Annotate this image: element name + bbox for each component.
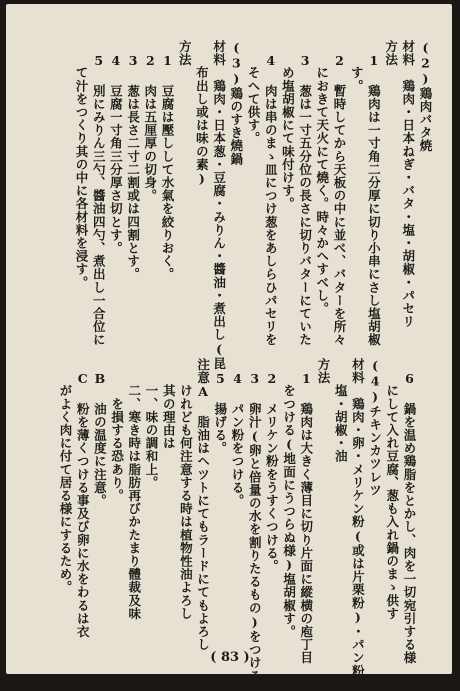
text-column: 塩・胡椒・油 — [333, 358, 349, 463]
text-column: 6 鍋を温め鶏脂をとかし、肉を一切宛引する様 — [402, 358, 417, 665]
text-column: 2 肉は五厘厚の切身。 — [142, 40, 158, 203]
text-column: 3 卵汁(卵と倍量の水を割りたるもの)をつける — [247, 358, 263, 683]
text-column: におきて天火にて燒く。時々かへすべし。 — [314, 40, 330, 316]
text-column: 方法 — [383, 40, 399, 67]
text-column: 布出し或は味の素) — [194, 40, 210, 187]
text-column: けれども何注意する時は植物性油よろし — [178, 358, 194, 620]
text-column: を損する恐あり。 — [109, 358, 125, 503]
text-column: め塩胡椒にて味付けす。 — [280, 40, 296, 211]
text-column: 4 豆腐一寸角三分厚さ切とす。 — [108, 40, 124, 255]
text-column: 其の理由は — [161, 358, 177, 450]
text-column: (2)鶏肉バタ焼 — [418, 40, 433, 153]
text-column: にして入れ豆腐、葱も入れ鍋のまゝ供す — [384, 358, 400, 620]
text-column: 方法 — [316, 358, 331, 385]
text-column: 材料 鶏肉・日本ねぎ・バタ・塩・胡椒・パセリ — [400, 40, 416, 329]
text-column: 方法 — [177, 40, 193, 67]
text-column: をつける(地面にうつらぬ様)塩胡椒す。 — [281, 358, 297, 639]
text-column: 4 肉は串のまゝ皿につけ葱をあしらひパセリを — [263, 40, 279, 347]
text-column: 材料 鶏肉・日本葱・豆腐・みりん・醬油・煮出し(昆 — [211, 40, 227, 370]
text-column: (4)チキンカツレツ — [367, 358, 383, 497]
text-column: 二、寒き時は脂肪再びかたまり體裁及味 — [126, 358, 142, 620]
text-column: て汁をつくり其の中に各材料を浸す。 — [74, 40, 89, 289]
text-column: 注意A 脂油はヘツトにてもラードにてもよろし — [195, 358, 211, 652]
text-column: 1 鶏肉は一寸角二分厚に切り小串にさし塩胡椒 — [366, 40, 382, 347]
text-column: 2 メリケン粉をうすくつける。 — [264, 358, 280, 573]
text-column: がよく肉に付て居る様にするため。 — [58, 358, 73, 594]
text-column: す。 — [349, 40, 365, 93]
text-column: B 油の温度に注意。 — [92, 358, 108, 508]
text-column: 5 揚げる。 — [212, 358, 228, 455]
page-number: ( 83 ) — [210, 650, 250, 665]
text-column: 3 葱は長さ二寸二割或は四割とす。 — [125, 40, 141, 281]
text-column: 1 鶏肉は大きく薄目に切り片面に縱横の庖丁目 — [298, 358, 314, 665]
text-column: 4 パン粉をつける。 — [230, 358, 245, 508]
text-column: 5 別にみりん三勺、醬油四勺、煮出し一合位に — [91, 40, 107, 347]
text-column: 一、味の調和上。 — [144, 358, 159, 489]
text-column: C 粉を薄くつける事及び卵に水をわるは衣 — [75, 358, 91, 639]
text-column: そへて供す。 — [246, 40, 261, 145]
text-column: 2 暫時してから天板の中に並べ、バターを所々 — [332, 40, 347, 347]
text-column: (3)鶏のすき燒鍋 — [228, 40, 244, 166]
text-column: 1 豆腐は壓しして水氣を絞りおく。 — [160, 40, 175, 281]
text-column: 3 葱は一寸五分位の長さに切りバターにていた — [297, 40, 313, 347]
text-column: 材料 鶏肉・卵・メリケン粉(或は片栗粉)・パン粉・ — [350, 358, 366, 691]
